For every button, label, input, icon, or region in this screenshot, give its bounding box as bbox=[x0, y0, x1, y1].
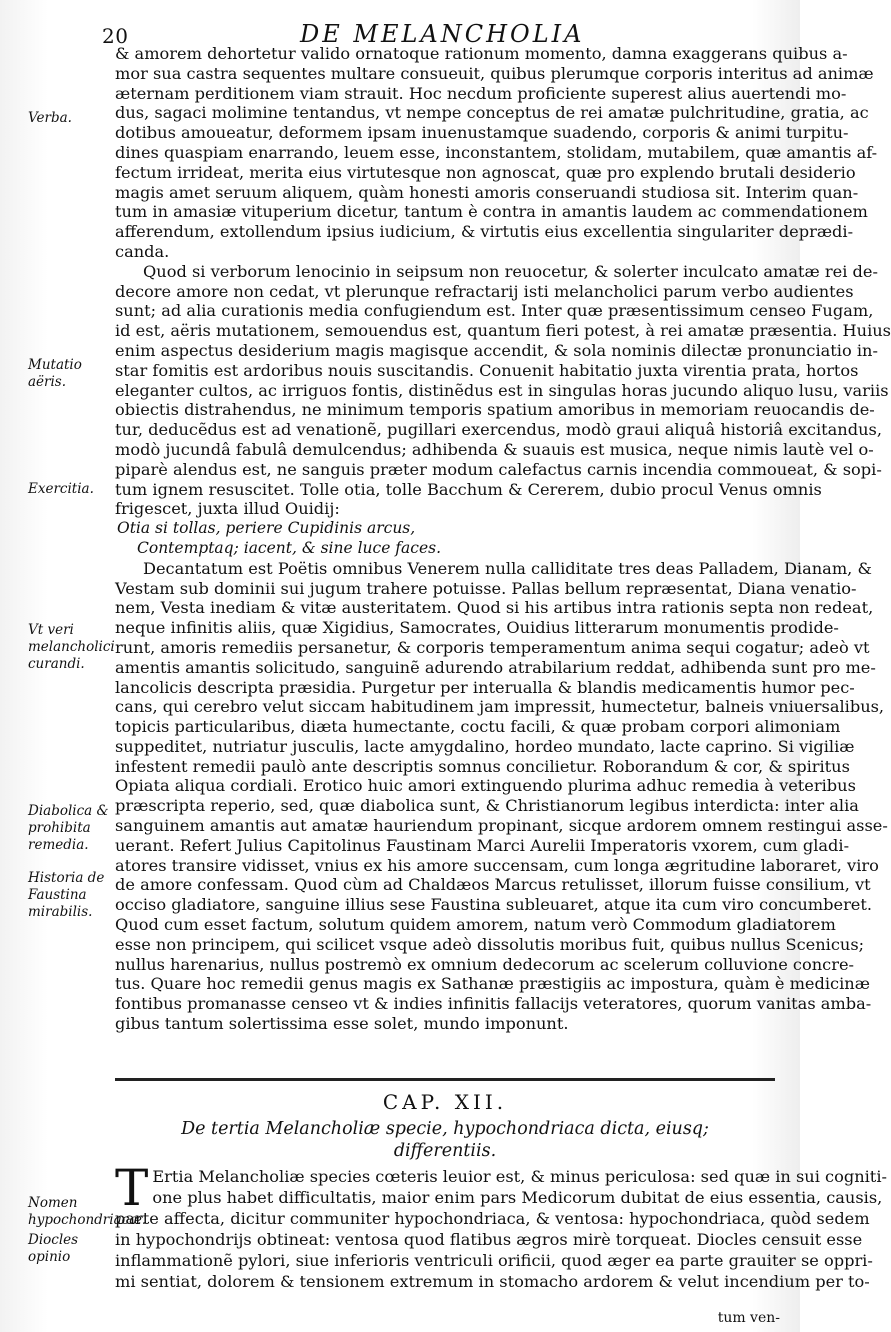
text-line: Opiata aliqua cordiali. Erotico huic amori extinguendo plurima adhuc remedia à veteribus bbox=[115, 776, 856, 796]
text-line: & amorem dehortetur valido ornatoque rationum momento, damna exaggerans quibus a- bbox=[115, 44, 848, 63]
text-line: nullus harenarius, nullus postremò ex omnium dedecorum ac scelerum colluvione concre- bbox=[115, 954, 855, 974]
text-line: decore amore non cedat, vt plerunque refractarij isti melancholici parum verbo audientes bbox=[115, 281, 854, 301]
text-line: star fomitis est ardoribus nouis suscitandis. Conuenit habitatio juxta virentia prata, hortos bbox=[115, 360, 859, 380]
text-line: uerant. Refert Julius Capitolinus Faustinam Marci Aurelii Imperatoris vxorem, cum gladi- bbox=[115, 835, 850, 855]
chapter-heading: CAP. XII. bbox=[382, 1090, 508, 1114]
text-line: id est, aëris mutationem, semouendus est, quantum fieri potest, à rei amatæ præsentia. Huius bbox=[115, 321, 891, 341]
text-line: mor sua castra sequentes multare consueuit, quibus plerumque corporis interitus ad animæ bbox=[115, 63, 874, 83]
text-line: infestent remedii paulò ante descriptis somnus concilietur. Roborandum & cor, & spiritus bbox=[115, 756, 850, 776]
text-line: Decantatum est Poëtis omnibus Venerem nulla calliditate tres deas Palladem, Dianam, & bbox=[143, 558, 872, 578]
text-line: tur, deducẽdus est ad venationẽ, pugillari exercendus, modò graui aliquâ historiâ excitandus, bbox=[115, 420, 882, 440]
text-line: obiectis distrahendus, ne minimum temporis spatium amoribus in memoriam reuocandis de- bbox=[115, 400, 875, 420]
text-line: runt, amoris remediis persanetur, & corporis temperamentum anima sequi cogatur; adeò vt bbox=[115, 637, 870, 657]
text-line: æternam perditionem viam strauit. Hoc necdum proficiente superest alius auertendi mo- bbox=[115, 83, 847, 103]
text-line: frigescet, juxta illud Ouidij: bbox=[115, 499, 340, 519]
margin-note-diocles: Diocles opinio bbox=[28, 1232, 79, 1265]
chapter-subtitle-line: differentiis. bbox=[393, 1141, 497, 1161]
text-line: atores transire vidisset, vnius ex his amore succensam, cum longa ægritudine laboraret, viro bbox=[115, 855, 879, 875]
text-line: inflammationẽ pylori, siue inferioris ventriculi orificii, quod æger ea parte grauiter se oppri- bbox=[115, 1251, 873, 1270]
text-line: Ertia Melancholiæ species cœteris leuior est, & minus periculosa: sed quæ in sui cogniti- bbox=[152, 1167, 887, 1186]
text-line: suppeditet, nutriatur jusculis, lacte amygdalino, hordeo mundato, lacte caprino. Si vigiliæ bbox=[115, 736, 855, 756]
text-line: cans, qui cerebro velut siccam habitudinem jam impressit, humectetur, balneis vniuersalibus, bbox=[115, 697, 885, 717]
text-line: esse non principem, qui scilicet vsque adeò dissolutis moribus fuit, quibus nullus Scenicus; bbox=[115, 934, 865, 954]
text-line: afferendum, extollendum ipsius iudicium, & virtutis eius excellentia singulariter deprædi- bbox=[115, 222, 854, 242]
text-line: amentis amantis solicitudo, sanguinẽ adurendo atrabilarium reddat, adhibenda sunt pro me- bbox=[115, 657, 876, 677]
text-line: sunt; ad alia curationis media confugiendum est. Inter quæ præsentissimum censeo Fugam, bbox=[115, 301, 874, 321]
text-line: dus, sagaci molimine tentandus, vt nempe conceptus de rei amatæ pulchritudine, gratia, ac bbox=[115, 103, 869, 123]
text-line: sanguinem amantis aut amatæ hauriendum propinant, sicque ardorem omnem restingui asse- bbox=[115, 816, 888, 836]
running-title: DE MELANCHOLIA bbox=[300, 20, 585, 48]
text-line: eleganter cultos, ac irriguos fontis, distinẽdus est in singulas horas jucundo aliquo lusu, variis bbox=[115, 380, 889, 400]
margin-note-diabolica-remedia: Diabolica & prohibita remedia. bbox=[28, 803, 109, 853]
text-line: magis amet seruum aliquem, quàm honesti amoris conseruandi studiosa sit. Interim quan- bbox=[115, 182, 859, 202]
text-line: de amore confessam. Quod cùm ad Chaldæos Marcus retulisset, illorum fuisse consilium, vt bbox=[115, 875, 871, 895]
page-number: 20 bbox=[102, 24, 129, 48]
text-line: canda. bbox=[115, 241, 170, 261]
text-line: Quod si verborum lenocinio in seipsum non reuocetur, & solerter inculcato amatæ rei de- bbox=[143, 261, 878, 281]
text-line: modò jucundâ fabulâ demulcendus; adhibenda & suauis est musica, neque nimis lautè vel o- bbox=[115, 439, 874, 459]
verse-line: Contemptaq; iacent, & sine luce faces. bbox=[137, 538, 442, 557]
text-line: tum ignem resuscitet. Tolle otia, tolle Bacchum & Cererem, dubio procul Venus omnis bbox=[115, 479, 822, 499]
text-line: lancolicis descripta præsidia. Purgetur per interualla & blandis medicamentis humor pec- bbox=[115, 677, 855, 697]
text-line: tum in amasiæ vituperium dicetur, tantum è contra in amantis laudem ac commendationem bbox=[115, 202, 868, 222]
catchword: tum ven- bbox=[717, 1310, 780, 1326]
text-line: topicis particularibus, diæta humectante, coctu facili, & quæ probam corpori alimoniam bbox=[115, 717, 841, 737]
margin-note-historia-faustina: Historia de Faustina mirabilis. bbox=[28, 870, 105, 920]
text-line: Quod cum esset factum, solutum quidem amorem, natum verò Commodum gladiatorem bbox=[115, 915, 836, 935]
chapter-subtitle-line: De tertia Melancholiæ specie, hypochondriaca dicta, eiusq; bbox=[181, 1119, 709, 1139]
chapter-text-block bbox=[115, 1159, 887, 1292]
text-line: enim aspectus desiderium magis magisque accendit, & sola nominis dilectæ pronunciatio in- bbox=[115, 340, 878, 360]
text-line: nem, Vesta inediam & vitæ austeritatem. Quod si his artibus intra rationis septa non redeat, bbox=[115, 598, 874, 618]
text-line: Vestam sub dominii sui jugum trahere potuisse. Pallas bellum repræsentat, Diana venatio- bbox=[115, 578, 857, 598]
text-line: dines quaspiam enarrando, leuem esse, inconstantem, stolidam, mutabilem, quæ amantis af- bbox=[115, 142, 878, 162]
main-text-block bbox=[115, 44, 891, 1034]
text-line: parte affecta, dicitur communiter hypochondriaca, & ventosa: hypochondriaca, quòd sedem bbox=[115, 1209, 870, 1228]
text-line: mi sentiat, dolorem & tensionem extremum in stomacho ardorem & velut incendium per to- bbox=[115, 1272, 870, 1291]
drop-capital: T bbox=[115, 1159, 149, 1217]
margin-note-mutatio-aeris: Mutatio aëris. bbox=[28, 357, 82, 390]
text-line: tus. Quare hoc remedii genus magis ex Sathanæ præstigiis ac impostura, quàm è medicinæ bbox=[115, 974, 870, 994]
margin-note-melancholici-curandi: Vt veri melancholici curandi. bbox=[28, 622, 115, 672]
text-line: fontibus promanasse censeo vt & indies infinitis fallacijs veteratores, quorum vanitas amba- bbox=[115, 994, 872, 1014]
text-line: gibus tantum solertissima esse solet, mundo imponunt. bbox=[115, 1014, 569, 1034]
page-header bbox=[100, 6, 780, 46]
text-line: dotibus amoueatur, deformem ipsam inuenustamque suadendo, corporis & animi turpitu- bbox=[115, 123, 849, 143]
margin-note-exercitia: Exercitia. bbox=[28, 481, 94, 497]
text-line: in hypochondrijs obtineat: ventosa quod flatibus ægros mirè torqueat. Diocles censuit esse bbox=[115, 1230, 863, 1249]
section-divider bbox=[115, 1078, 775, 1081]
text-line: fectum irrideat, merita eius virtutesque non agnoscat, quæ pro explendo brutali desiderio bbox=[115, 162, 856, 182]
margin-note-nomen-hypochondriacae: Nomen hypochondriacæ. bbox=[28, 1195, 147, 1228]
verse-line: Otia si tollas, periere Cupidinis arcus, bbox=[117, 519, 416, 538]
text-line: one plus habet difficultatis, maior enim pars Medicorum dubitat de eius essentia, causis, bbox=[152, 1188, 883, 1207]
text-line: piparè alendus est, ne sanguis præter modum calefactus carnis incendia commoueat, & sopi- bbox=[115, 459, 882, 479]
text-line: neque infinitis aliis, quæ Xigidius, Samocrates, Ouidius litterarum monumentis prodide- bbox=[115, 618, 839, 638]
text-line: præscripta reperio, sed, quæ diabolica sunt, & Christianorum legibus interdicta: inter alia bbox=[115, 796, 859, 816]
chapter-subtitle bbox=[115, 1118, 775, 1162]
text-line: occiso gladiatore, sanguine illius sese Faustina subleuaret, atque ita cum viro concumberet. bbox=[115, 895, 873, 915]
margin-note-verba: Verba. bbox=[28, 110, 72, 126]
